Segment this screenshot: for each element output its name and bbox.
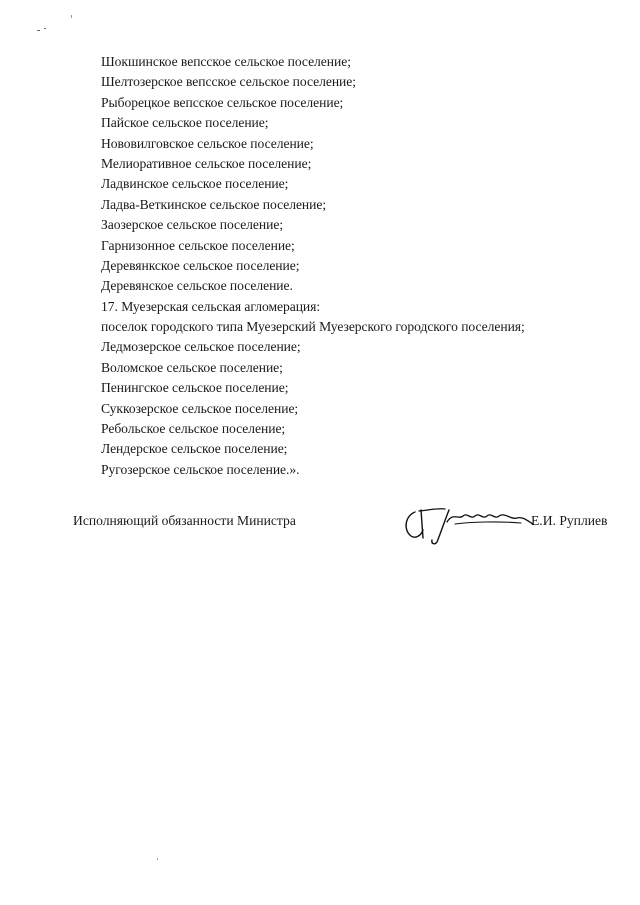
scan-artifact [44, 28, 46, 29]
list-item: Пенингское сельское поселение; [101, 380, 289, 396]
list-item: Ругозерское сельское поселение.». [101, 461, 300, 477]
list-item: Деревянкское сельское поселение; [101, 257, 300, 273]
list-item: Шокшинское вепсское сельское поселение; [101, 54, 351, 69]
scan-artifact [71, 15, 72, 18]
list-item: Мелиоративное сельское поселение; [101, 155, 312, 171]
signature-block [73, 510, 613, 550]
list-item: Пайское сельское поселение; [101, 115, 269, 131]
list-item: Шелтозерское вепсское сельское поселение; [101, 74, 356, 90]
list-item: Ребольское сельское поселение; [101, 421, 286, 437]
list-item: Гарнизонное сельское поселение; [101, 237, 295, 253]
list-item: Рыборецкое вепсское сельское поселение; [101, 94, 344, 110]
list-item: Суккозерское сельское поселение; [101, 400, 299, 416]
settlement-list [101, 52, 525, 480]
list-item: Деревянское сельское поселение. [101, 278, 293, 294]
list-item: Лендерское сельское поселение; [101, 441, 288, 457]
list-item: Воломское сельское поселение; [101, 359, 283, 375]
list-item: Ледмозерское сельское поселение; [101, 339, 301, 355]
list-item: Заозерское сельское поселение; [101, 217, 284, 233]
agglomeration-heading: 17. Муезерская сельская агломерация: [101, 298, 321, 314]
list-item: поселок городского типа Муезерский Муезерского городского поселения; [101, 319, 525, 335]
signatory-name: Е.И. Руплиев [531, 513, 608, 528]
scan-artifact [157, 858, 158, 860]
scan-artifact [37, 30, 40, 31]
list-item: Ладвинское сельское поселение; [101, 176, 289, 192]
handwritten-signature [401, 498, 536, 546]
list-item: Ладва-Веткинское сельское поселение; [101, 196, 327, 212]
signatory-position: Исполняющий обязанности Министра [73, 513, 296, 528]
list-item: Нововилговское сельское поселение; [101, 135, 314, 151]
